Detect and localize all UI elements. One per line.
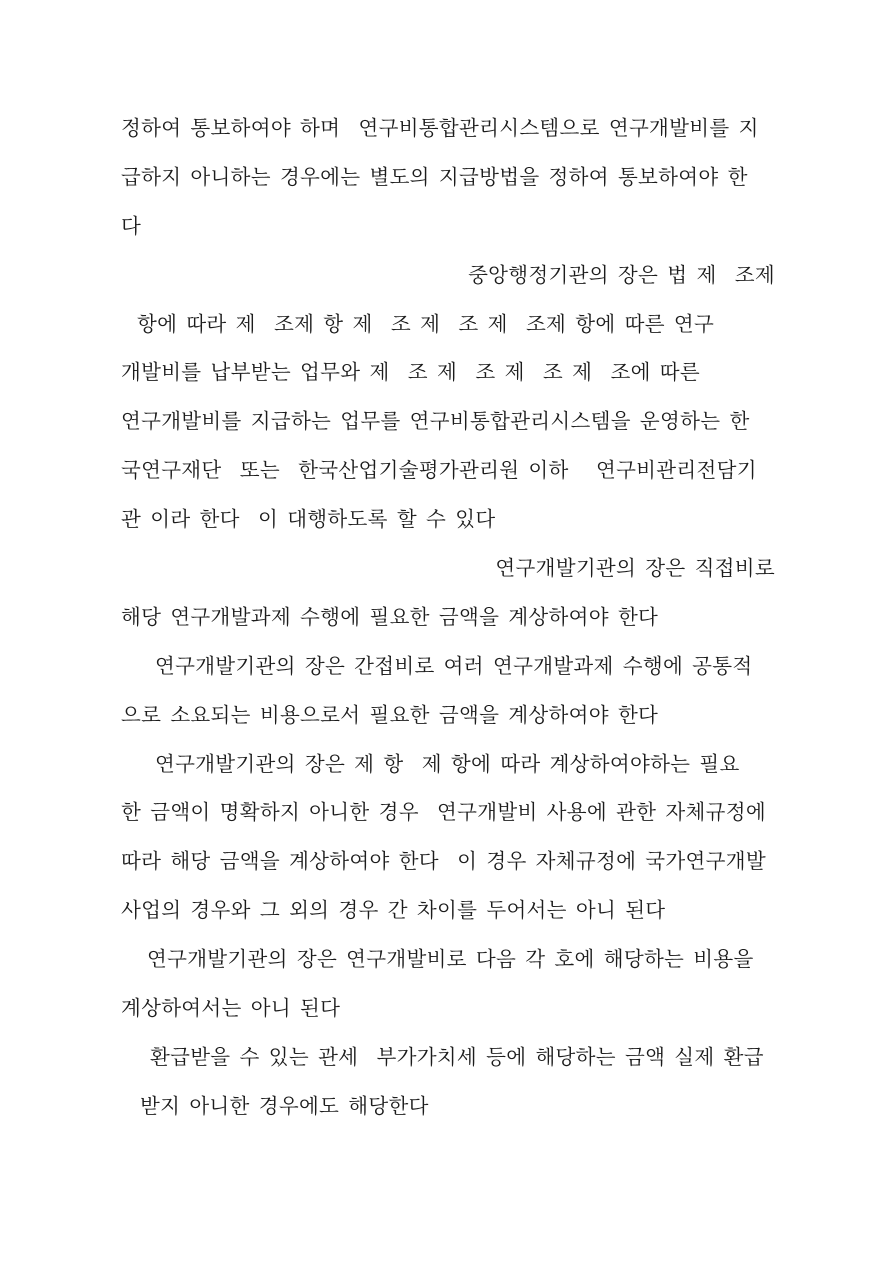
text-line: 따라 해당 금액을 계상하여야 한다 이 경우 자체규정에 국가연구개발	[121, 851, 766, 874]
text-line: 한 금액이 명확하지 아니한 경우 연구개발비 사용에 관한 자체규정에	[121, 802, 766, 825]
text-line: 연구개발기관의 장은 연구개발비로 다음 각 호에 해당하는 비용을	[147, 949, 754, 972]
text-line: 급하지 아니하는 경우에는 별도의 지급방법을 정하여 통보하여야 한	[121, 166, 748, 189]
text-line: 사업의 경우와 그 외의 경우 간 차이를 두어서는 아니 된다	[121, 900, 666, 923]
text-line: 환급받을 수 있는 관세 부가가치세 등에 해당하는 금액 실제 환급	[150, 1046, 764, 1069]
text-line: 개발비를 납부받는 업무와 제 조 제 조 제 조 제 조에 따른	[121, 362, 700, 385]
text-line: 연구개발비를 지급하는 업무를 연구비통합관리시스템을 운영하는 한	[121, 411, 750, 434]
text-line: 으로 소요되는 비용으로서 필요한 금액을 계상하여야 한다	[121, 704, 659, 727]
document-text-block	[121, 105, 775, 1132]
text-line: 해당 연구개발과제 수행에 필요한 금액을 계상하여야 한다	[121, 606, 659, 629]
text-line: 중앙행정기관의 장은 법 제 조제	[468, 264, 775, 287]
text-line: 국연구재단 또는 한국산업기술평가관리원 이하 연구비관리전담기	[121, 460, 757, 483]
text-line: 계상하여서는 아니 된다	[121, 998, 341, 1021]
text-line: 연구개발기관의 장은 제 항 제 항에 따라 계상하여야하는 필요	[155, 753, 740, 776]
text-line: 항에 따라 제 조제 항 제 조 제 조 제 조제 항에 따른 연구	[137, 313, 715, 336]
text-line: 다	[121, 215, 142, 238]
text-line: 정하여 통보하여야 하며 연구비통합관리시스템으로 연구개발비를 지	[121, 118, 759, 140]
text-line: 받지 아니한 경우에도 해당한다	[140, 1095, 429, 1118]
text-line: 관 이라 한다 이 대행하도록 할 수 있다	[121, 509, 496, 532]
text-line: 연구개발기관의 장은 직접비로	[495, 558, 775, 581]
text-line: 연구개발기관의 장은 간접비로 여러 연구개발과제 수행에 공통적	[155, 655, 753, 678]
